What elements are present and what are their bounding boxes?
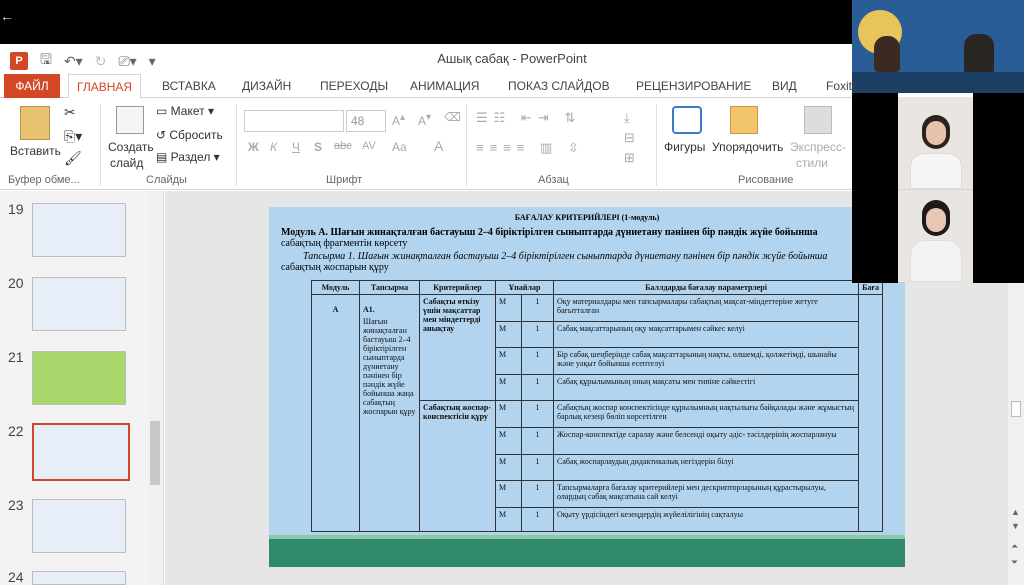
param-cell: Сабақ мақсаттарының оқу мақсаттарымен сәйкес келуі — [554, 322, 859, 348]
clear-format-icon[interactable]: ⌫ — [444, 110, 461, 124]
scroll-down-icon[interactable]: ▼ — [1011, 521, 1020, 531]
clipboard-group-label: Буфер обме... — [8, 174, 80, 186]
tab-file[interactable]: ФАЙЛ — [4, 74, 60, 98]
slide-thumbnail-24[interactable] — [32, 571, 126, 585]
char-spacing-button[interactable]: AV — [362, 140, 376, 152]
tab-view[interactable]: ВИД — [772, 79, 797, 93]
layout-button[interactable]: ▭ Макет ▾ — [156, 104, 214, 118]
slide-footer-band — [269, 539, 905, 567]
reset-label: Сбросить — [169, 128, 223, 142]
type-cell: М — [496, 428, 522, 455]
align-text-icon[interactable]: ⊟ — [624, 130, 635, 145]
type-cell: М — [496, 295, 522, 322]
points-cell: 1 — [522, 508, 554, 532]
points-cell: 1 — [522, 295, 554, 322]
slide-thumbnail-22-selected[interactable] — [32, 423, 130, 481]
strikethrough-button[interactable]: abc — [334, 140, 352, 152]
webcam-background — [852, 93, 898, 283]
new-slide-button-line2[interactable]: слайд — [110, 156, 144, 170]
change-case-button[interactable]: Aa — [392, 140, 407, 154]
type-cell: М — [496, 375, 522, 401]
slide-number: 20 — [8, 275, 24, 291]
shapes-button[interactable]: Фигуры — [664, 140, 706, 154]
person-icon — [874, 36, 900, 72]
shrink-font-icon[interactable]: A▾ — [418, 112, 432, 128]
param-cell: Тапсырмаларға бағалау критерийлері мен дескрипторларының құрастырылуы, олардың сабақ мақсатына сай келуі — [554, 481, 859, 508]
paste-icon[interactable] — [20, 106, 50, 140]
presenter-icon[interactable]: ⎚▾ — [118, 52, 137, 69]
italic-button[interactable]: К — [270, 140, 278, 154]
points-cell: 1 — [522, 375, 554, 401]
slide-22[interactable] — [269, 207, 905, 567]
shapes-icon[interactable] — [672, 106, 702, 134]
tab-transitions[interactable]: ПЕРЕХОДЫ — [320, 79, 389, 93]
window-title: Ашық сабақ - PowerPoint — [437, 51, 587, 66]
divider — [466, 104, 467, 186]
type-cell: М — [496, 481, 522, 508]
powerpoint-logo-icon: P — [10, 52, 28, 70]
param-cell: Сабақ жоспарлаудың дидактикалық негіздерін білуі — [554, 455, 859, 481]
slide-number: 21 — [8, 349, 24, 365]
arrange-button[interactable]: Упорядочить — [712, 140, 784, 154]
face-shape — [926, 121, 946, 145]
criteria-cell-1: Сабақты өткізу үшін мақсаттар мен міндеттерді анықтау — [420, 295, 496, 401]
prev-slide-icon[interactable]: ⏶ — [1011, 541, 1019, 551]
col-header: Баллдарды бағалау параметрлері — [554, 281, 859, 295]
slide-title: БАҒАЛАУ КРИТЕРИЙЛЕРІ (1-модуль) — [514, 213, 660, 222]
save-icon[interactable]: 🖫 — [40, 51, 52, 67]
col-header: Критерийлер — [420, 281, 496, 295]
drawing-group-label: Рисование — [738, 174, 794, 186]
points-cell: 1 — [522, 322, 554, 348]
scrollbar-thumb[interactable] — [1011, 401, 1021, 417]
webcam-feed-1 — [852, 0, 1024, 93]
webcam-feed-2 — [898, 97, 973, 189]
col-header: Баға — [859, 281, 883, 295]
new-slide-button-line1[interactable]: Создать — [108, 140, 154, 154]
arrange-icon[interactable] — [730, 106, 758, 134]
tab-design[interactable]: ДИЗАЙН — [242, 79, 292, 93]
slide-thumbnail-21[interactable] — [32, 351, 126, 405]
scrollbar-thumb[interactable] — [150, 421, 160, 485]
smartart-icon[interactable]: ⊞ — [624, 150, 635, 165]
module-line-2: сабақтың фрагментін көрсету — [281, 238, 408, 249]
back-arrow-icon[interactable]: ← — [0, 8, 14, 24]
type-cell: М — [496, 401, 522, 428]
param-cell: Сабақтың жоспар конспектісінде құрылымның нақтылығы байқалады және жұмыстың барлық кезеңі бөліп көрсетілген — [554, 401, 859, 428]
customize-qat-icon[interactable]: ▾ — [148, 52, 156, 69]
slide-number: 19 — [8, 201, 24, 217]
tab-review[interactable]: РЕЦЕНЗИРОВАНИЕ — [636, 79, 752, 93]
points-cell: 1 — [522, 401, 554, 428]
type-cell: М — [496, 508, 522, 532]
task-code: А1. — [363, 305, 375, 314]
param-cell: Сабақ құрылымының оның мақсаты мен типіне сәйкестігі — [554, 375, 859, 401]
slide-number: 24 — [8, 569, 24, 585]
slide-thumbnail-20[interactable] — [32, 277, 126, 331]
points-cell: 1 — [522, 481, 554, 508]
text-direction-icon[interactable]: ⤓ — [624, 110, 630, 125]
next-slide-icon[interactable]: ⏷ — [1011, 557, 1019, 567]
slide-thumbnails-panel — [0, 191, 164, 585]
slide-thumbnail-23[interactable] — [32, 499, 126, 553]
tab-home[interactable]: ГЛАВНАЯ — [68, 74, 141, 99]
grade-cell — [859, 295, 883, 532]
font-color-button[interactable]: A — [434, 138, 444, 154]
slide-number: 23 — [8, 497, 24, 513]
points-cell: 1 — [522, 455, 554, 481]
criteria-table — [311, 280, 883, 532]
shirt-shape — [910, 240, 962, 282]
underline-button[interactable]: Ч — [292, 140, 300, 154]
col-header: Ұпайлар — [496, 281, 554, 295]
task-line-2: сабақтың жоспарын құру — [281, 262, 389, 273]
section-label: Раздел — [170, 150, 211, 164]
divider — [100, 104, 101, 186]
module-cell: А — [312, 295, 360, 532]
type-cell: М — [496, 455, 522, 481]
copy-icon[interactable]: ⎘▾ — [64, 128, 83, 144]
font-name-select[interactable] — [244, 110, 344, 132]
col-header: Модуль — [312, 281, 360, 295]
paragraph-group-label: Абзац — [538, 174, 569, 186]
quick-styles-line2[interactable]: стили — [796, 156, 828, 170]
divider — [236, 104, 237, 186]
person-icon — [964, 34, 994, 74]
param-cell: Бір сабақ шеңберінде сабақ мақсаттарының нақты, өлшемді, қолжетімді, шынайы және уақыт бойынша есептелуі — [554, 348, 859, 375]
shadow-button[interactable]: S — [314, 140, 323, 154]
shirt-shape — [910, 153, 962, 189]
scroll-up-icon[interactable]: ▲ — [1011, 507, 1020, 517]
layout-label: Макет — [170, 104, 205, 118]
tab-slideshow[interactable]: ПОКАЗ СЛАЙДОВ — [508, 79, 610, 93]
quick-styles-line1[interactable]: Экспресс- — [790, 140, 846, 154]
format-painter-icon[interactable]: 🖌 — [64, 150, 82, 166]
desk-area — [852, 72, 1024, 93]
font-group-label: Шрифт — [326, 174, 363, 186]
section-button[interactable]: ▤ Раздел ▾ — [156, 150, 220, 164]
reset-button[interactable]: ↺ Сбросить — [156, 128, 223, 142]
new-slide-icon[interactable] — [116, 106, 144, 134]
align-buttons-icon[interactable]: ≡≡≡≡ ▥ ⇳ — [476, 140, 585, 155]
cut-icon[interactable]: ✂ — [64, 104, 76, 120]
tab-foxit[interactable]: Foxit — [826, 79, 853, 93]
module-line-1: Модуль А. Шағын жинақталған бастауыш 2–4 біріктірілген сыныптарда дүниетану пәнінен бір пәндік жүйе бойынша — [281, 227, 818, 238]
slide-thumbnail-19[interactable] — [32, 203, 126, 257]
tab-animations[interactable]: АНИМАЦИЯ — [410, 79, 480, 93]
task-cell — [360, 295, 420, 532]
thumbnail-scrollbar[interactable] — [148, 191, 162, 585]
type-cell: М — [496, 348, 522, 375]
points-cell: 1 — [522, 428, 554, 455]
param-cell: Оқу материалдары мен тапсырмалары сабақтың мақсат-міндеттеріне жетуге бағытталған — [554, 295, 859, 322]
list-buttons-icon[interactable]: ☰☷ ⇤⇥ ⇅ — [476, 110, 582, 125]
quick-styles-icon[interactable] — [804, 106, 832, 134]
paste-button[interactable]: Вставить — [10, 144, 61, 158]
type-cell: М — [496, 322, 522, 348]
font-size-select[interactable]: 48 — [346, 110, 386, 132]
param-cell: Оқыту үрдісіндегі кезеңдердің жүйелілігінің сақталуы — [554, 508, 859, 532]
undo-icon[interactable]: ↶▾ — [63, 52, 83, 69]
slide-number: 22 — [8, 423, 24, 439]
grow-font-icon[interactable]: A▴ — [392, 112, 406, 128]
face-shape — [926, 208, 946, 232]
param-cell: Жоспар-конспектіде саралау және белсенді оқыту әдіс- тәсілдерінің жоспарлануы — [554, 428, 859, 455]
points-cell: 1 — [522, 348, 554, 375]
col-header: Тапсырма — [360, 281, 420, 295]
task-line-1: Тапсырма 1. Шағын жинақталған бастауыш 2–4 біріктірілген сыныптарда дүниетану пәнінен бір пәндік жүйе бойынша — [303, 251, 828, 262]
webcam-feed-3 — [898, 190, 973, 282]
bold-button[interactable]: Ж — [248, 140, 259, 154]
tab-insert[interactable]: ВСТАВКА — [162, 79, 216, 93]
redo-icon[interactable]: ↻ — [94, 52, 107, 69]
divider — [656, 104, 657, 186]
criteria-cell-2: Сабақтың жоспар-конспектісін құру — [420, 401, 496, 532]
task-text: Шағын жинақталған бастауыш 2–4 біріктірілген сыныптарда дүниетану пәнінен бір пәндік жүйе бойынша жаңа сабақтың жоспарын құру — [363, 317, 416, 416]
webcam-background — [973, 93, 1024, 283]
slides-group-label: Слайды — [146, 174, 187, 186]
